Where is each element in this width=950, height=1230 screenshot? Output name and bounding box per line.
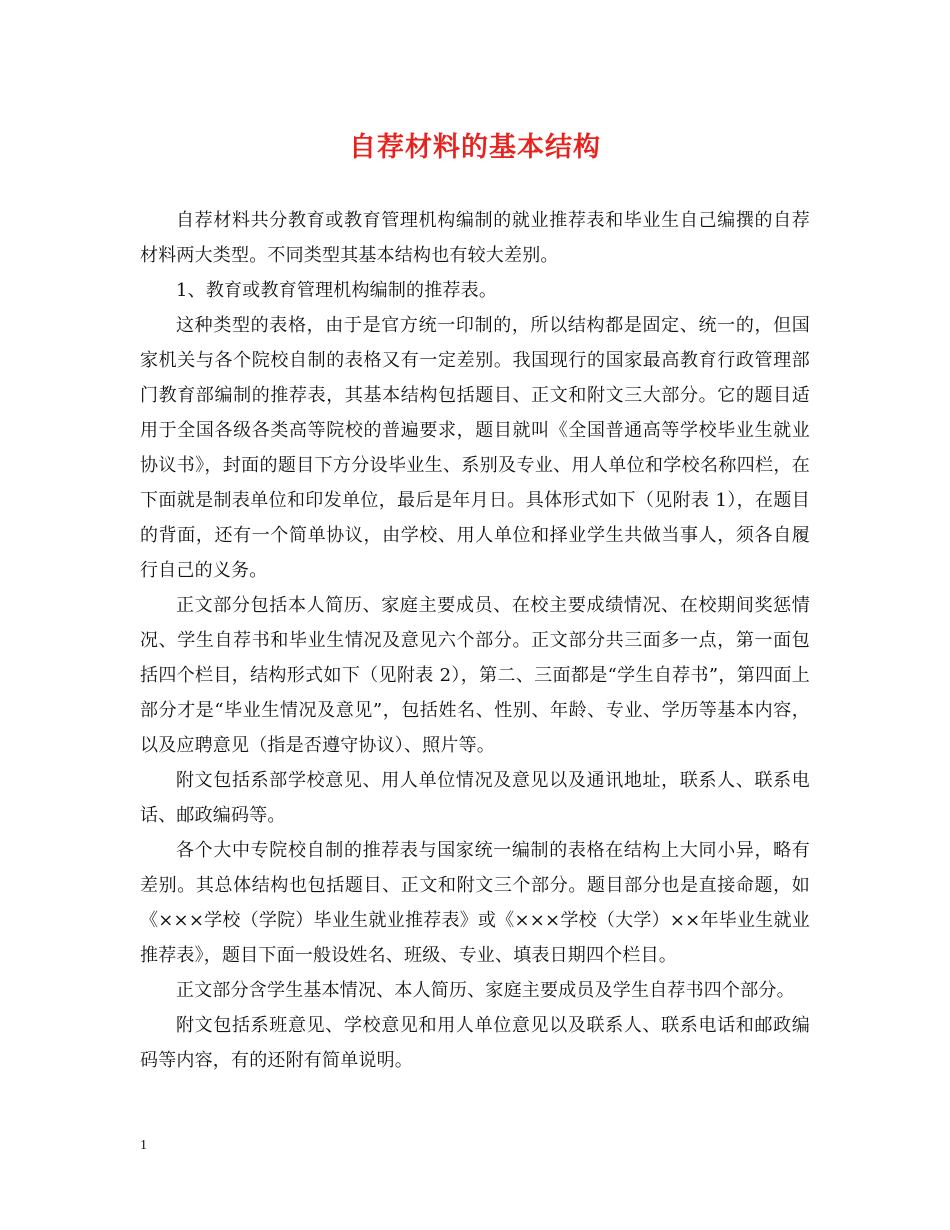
paragraph: 自荐材料共分教育或教育管理机构编制的就业推荐表和毕业生自己编撰的自荐材料两大类型。不同类型其基本结构也有较大差别。 bbox=[140, 210, 810, 266]
paragraph: 1、教育或教育管理机构编制的推荐表。 bbox=[176, 280, 498, 301]
paragraph: 这种类型的表格，由于是官方统一印制的，所以结构都是固定、统一的，但国家机关与各个院校自制的表格又有一定差别。我国现行的国家最高教育行政管理部门教育部编制的推荐表，其基本结构包括题目、正文和附文三大部分。它的题目适用于全国各级各类高等院校的普遍要求，题目就叫《全国普通高等学校毕业生就业协议书》，封面的题目下方分设毕业生、系别及专业、用人单位和学校名称四栏，在下面就是制表单位和印发单位，最后是年月日。具体形式如下（见附表 1），在题目的背面，还有一个简单协议，由学校、用人单位和择业学生共做当事人，须各自履行自己的义务。 bbox=[140, 315, 810, 581]
paragraph: 正文部分含学生基本情况、本人简历、家庭主要成员及学生自荐书四个部分。 bbox=[176, 980, 795, 1001]
document-body bbox=[140, 203, 810, 1078]
paragraph: 附文包括系班意见、学校意见和用人单位意见以及联系人、联系电话和邮政编码等内容，有的还附有简单说明。 bbox=[140, 1015, 810, 1071]
paragraph: 正文部分包括本人简历、家庭主要成员、在校主要成绩情况、在校期间奖惩情况、学生自荐书和毕业生情况及意见六个部分。正文部分共三面多一点，第一面包括四个栏目，结构形式如下（见附表 2），第二、三面都是“学生自荐书”，第四面上部分才是“毕业生情况及意见”，包括姓名、性别、年龄、专业、学历等基本内容，以及应聘意见（指是否遵守协议）、照片等。 bbox=[140, 595, 810, 756]
paragraph: 附文包括系部学校意见、用人单位情况及意见以及通讯地址，联系人、联系电话、邮政编码等。 bbox=[140, 770, 810, 826]
document-title: 自荐材料的基本结构 bbox=[349, 132, 601, 163]
page-number: 1 bbox=[140, 1138, 147, 1153]
paragraph: 各个大中专院校自制的推荐表与国家统一编制的表格在结构上大同小异，略有差别。其总体结构也包括题目、正文和附文三个部分。题目部分也是直接命题，如《×××学校（学院）毕业生就业推荐表》或《×××学校（大学）××年毕业生就业推荐表》，题目下面一般设姓名、班级、专业、填表日期四个栏目。 bbox=[140, 840, 810, 966]
